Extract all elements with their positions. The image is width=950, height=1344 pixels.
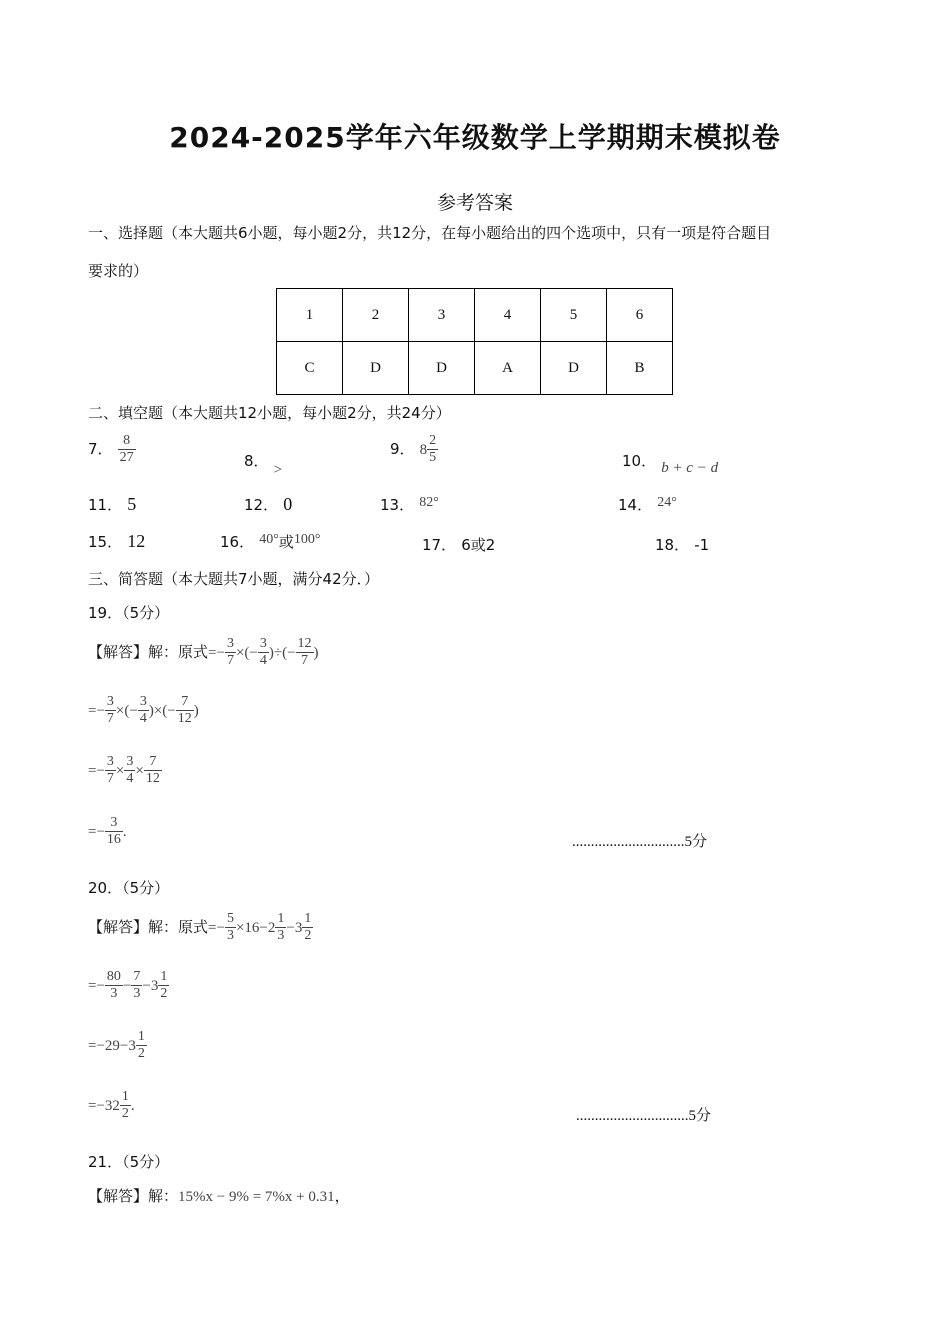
table-cell: D xyxy=(343,342,409,395)
table-cell: 1 xyxy=(277,289,343,342)
section2-heading: 二、填空题（本大题共12小题，每小题2分，共24分） xyxy=(88,404,451,422)
table-cell: C xyxy=(277,342,343,395)
answer-14: 14． 24° xyxy=(618,495,677,514)
q19-step-4: =− $\frac{3}{16}$ . xyxy=(88,815,127,848)
answer-10: 10． b + c − d xyxy=(622,452,719,476)
table-cell: 4 xyxy=(475,289,541,342)
q20-step-3: =−29−3 $\frac{1}{2}$ xyxy=(88,1029,145,1062)
q19-step-1: 【解答】解：原式=− $\frac{3}{7}$ ×(− $\frac{3}{4}$ )÷(− $\frac{12}{7}$ ) xyxy=(88,636,319,669)
answer-15: 15． 12 xyxy=(88,531,146,551)
answer-16: 16． 40°或100° xyxy=(220,532,321,551)
fraction: $\frac{2}{5}$ xyxy=(429,433,437,466)
q20-step-1: 【解答】解：原式=− $\frac{5}{3}$ ×16−2 $\frac{1}{3}$ −3 $\frac{1}{2}$ xyxy=(88,911,312,944)
section1-heading: 一、选择题（本大题共6小题，每小题2分，共12分，在每小题给出的四个选项中，只有一项是符合题目 xyxy=(88,224,772,242)
table-row xyxy=(277,342,673,395)
q20-step-4: =−32 $\frac{1}{2}$ . xyxy=(88,1089,135,1122)
table-row xyxy=(277,289,673,342)
q19-step-3: =− $\frac{3}{7}$ × $\frac{3}{4}$ × $\frac{7}{12}$ xyxy=(88,754,160,787)
answer-9: 9． 8 $\frac{2}{5}$ xyxy=(390,433,437,466)
answer-table xyxy=(276,288,673,395)
table-cell: D xyxy=(541,342,607,395)
q19-score: ..............................5分 xyxy=(572,834,708,850)
fraction: $\frac{8}{27}$ xyxy=(119,433,134,466)
page-subtitle: 参考答案 xyxy=(436,192,513,214)
page-title: 2024-2025学年六年级数学上学期期末模拟卷 xyxy=(169,121,781,154)
answer-8: 8． > xyxy=(244,452,283,478)
question-20-label: 20．（5分） xyxy=(88,879,170,897)
answer-17: 17． 6或2 xyxy=(422,536,496,554)
table-cell: 3 xyxy=(409,289,475,342)
section1-heading-cont: 要求的） xyxy=(88,262,149,280)
table-cell: 2 xyxy=(343,289,409,342)
answer-7: 7． $\frac{8}{27}$ xyxy=(88,433,134,466)
answer-13: 13． 82° xyxy=(380,495,439,514)
section3-heading: 三、简答题（本大题共7小题，满分42分．） xyxy=(88,570,380,588)
table-cell: 5 xyxy=(541,289,607,342)
answer-11: 11． 5 xyxy=(88,494,137,514)
answer-18: 18． -1 xyxy=(655,536,710,554)
table-cell: B xyxy=(607,342,673,395)
table-cell: D xyxy=(409,342,475,395)
question-21-label: 21．（5分） xyxy=(88,1153,170,1171)
q20-score: ..............................5分 xyxy=(576,1108,712,1124)
q21-step-1: 【解答】解：15%x − 9% = 7%x + 0.31， xyxy=(88,1187,350,1205)
q20-step-2: =− $\frac{80}{3}$ − $\frac{7}{3}$ −3 $\frac{1}{2}$ xyxy=(88,969,168,1002)
table-cell: A xyxy=(475,342,541,395)
q19-step-2: =− $\frac{3}{7}$ ×(− $\frac{3}{4}$ )×(− $\frac{7}{12}$ ) xyxy=(88,694,199,727)
question-19-label: 19．（5分） xyxy=(88,604,170,622)
answer-12: 12． 0 xyxy=(244,494,293,514)
table-cell: 6 xyxy=(607,289,673,342)
